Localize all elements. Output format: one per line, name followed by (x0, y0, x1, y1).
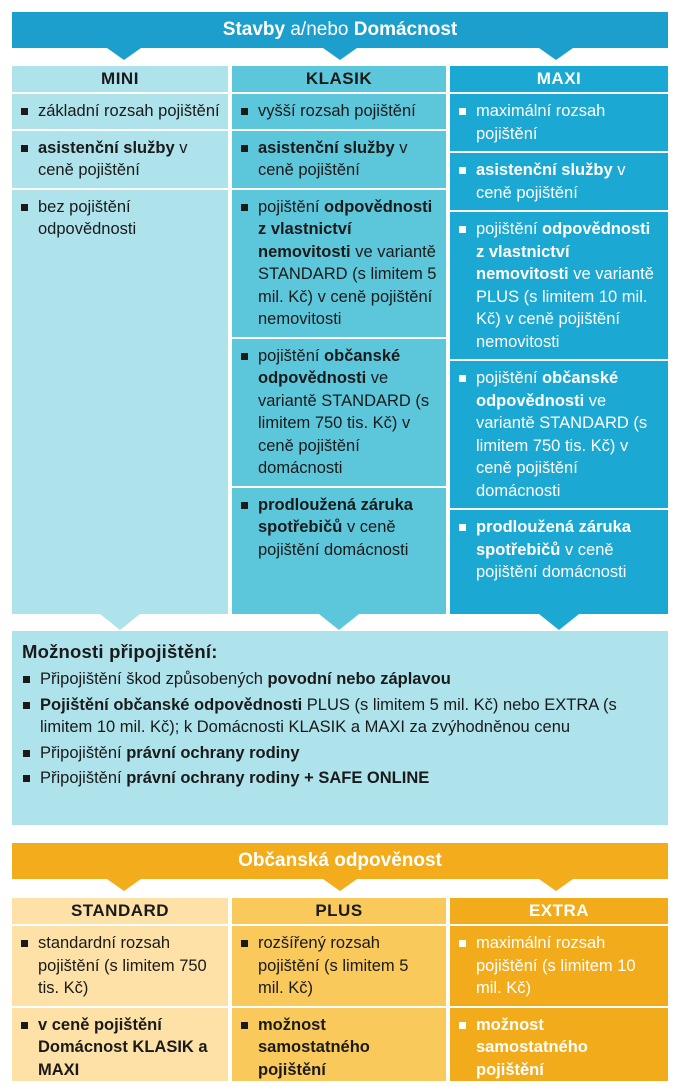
bullet-square-icon (21, 108, 28, 115)
bottom-banner-arrow-left (107, 879, 141, 891)
standard-feature: standardní rozsah pojištění (s limitem 750 tis. Kč) (12, 926, 228, 1008)
mini-feature: asistenční služby v ceně pojištění (12, 131, 228, 190)
banner-title-connector: a/nebo (285, 19, 354, 40)
tier-header-klasik: KLASIK (232, 66, 446, 92)
bullet-square-icon (459, 524, 466, 531)
liability-header-standard: STANDARD (12, 898, 228, 924)
maxi-feature: pojištění občanské odpovědnosti ve variantě STANDARD (s limitem 750 tis. Kč) v ceně pojištění domácnosti (450, 361, 668, 510)
extra-feature: možnost samostatného pojištění (450, 1008, 668, 1087)
plus-feature: možnost samostatného pojištění (232, 1008, 446, 1087)
bullet-square-icon (21, 145, 28, 152)
banner-title-stavby: Stavby (222, 19, 286, 40)
bottom-banner-arrow-right (539, 879, 573, 891)
arrow-down-maxi (539, 614, 579, 630)
bullet-square-icon (459, 226, 466, 233)
bullet-square-icon (241, 353, 248, 360)
tier-header-maxi: MAXI (450, 66, 668, 92)
liability-header-extra: EXTRA (450, 898, 668, 924)
klasik-feature: pojištění občanské odpovědnosti ve variantě STANDARD (s limitem 750 tis. Kč) v ceně pojištění domácnosti (232, 339, 446, 488)
bullet-square-icon (241, 145, 248, 152)
liability-header-plus: PLUS (232, 898, 446, 924)
bullet-square-icon (241, 108, 248, 115)
bullet-square-icon (21, 204, 28, 211)
klasik-feature: prodloužená záruka spotřebičů v ceně pojištění domácnosti (232, 488, 446, 568)
bullet-square-icon (459, 108, 466, 115)
bullet-square-icon (21, 1022, 28, 1029)
klasik-feature: vyšší rozsah pojištění (232, 94, 446, 131)
klasik-feature: asistenční služby v ceně pojištění (232, 131, 446, 190)
maxi-feature: maximální rozsah pojištění (450, 94, 668, 153)
liability-column-plus (232, 926, 446, 1081)
bottom-banner-arrow-middle (323, 879, 357, 891)
maxi-feature: prodloužená záruka spotřebičů v ceně pojištění domácnosti (450, 510, 668, 590)
arrow-down-mini (100, 614, 140, 630)
bullet-square-icon (241, 940, 248, 947)
tier-column-maxi (450, 94, 668, 614)
bottom-banner-title: Občanská odpověnost (238, 850, 442, 871)
maxi-feature: asistenční služby v ceně pojištění (450, 153, 668, 212)
bullet-square-icon (23, 775, 30, 782)
options-item: Připojištění právní ochrany rodiny (22, 742, 658, 765)
banner-title-domacnost: Domácnost (353, 19, 458, 40)
bullet-square-icon (23, 750, 30, 757)
standard-feature: v ceně pojištění Domácnost KLASIK a MAXI (12, 1008, 228, 1087)
options-list (22, 668, 658, 790)
bullet-square-icon (459, 1022, 466, 1029)
bullet-square-icon (21, 940, 28, 947)
banner-arrow-right (539, 48, 573, 60)
maxi-feature: pojištění odpovědnosti z vlastnictví nemovitosti ve variantě PLUS (s limitem 10 mil. Kč) v ceně pojištění nemovitosti (450, 212, 668, 361)
bullet-square-icon (241, 204, 248, 211)
bullet-square-icon (459, 167, 466, 174)
klasik-feature: pojištění odpovědnosti z vlastnictví nemovitosti ve variantě STANDARD (s limitem 5 mil. Kč) v ceně pojištění nemovitosti (232, 190, 446, 339)
options-box (12, 631, 668, 825)
tier-column-mini (12, 94, 228, 614)
liability-column-extra (450, 926, 668, 1081)
options-item: Připojištění škod způsobených povodní nebo záplavou (22, 668, 658, 691)
bullet-square-icon (23, 676, 30, 683)
bottom-banner (12, 843, 668, 879)
liability-column-standard (12, 926, 228, 1081)
banner-arrow-left (107, 48, 141, 60)
plus-feature: rozšířený rozsah pojištění (s limitem 5 mil. Kč) (232, 926, 446, 1008)
banner-arrow-middle (323, 48, 357, 60)
bullet-square-icon (241, 1022, 248, 1029)
mini-feature: základní rozsah pojištění (12, 94, 228, 131)
options-item: Připojištění právní ochrany rodiny + SAFE ONLINE (22, 767, 658, 790)
arrow-down-klasik (319, 614, 359, 630)
tier-header-mini: MINI (12, 66, 228, 92)
top-banner (12, 12, 668, 48)
options-title: Možnosti připojištění: (22, 641, 218, 662)
tier-column-klasik (232, 94, 446, 614)
options-item: Pojištění občanské odpovědnosti PLUS (s limitem 5 mil. Kč) nebo EXTRA (s limitem 10 mil. Kč); k Domácnosti KLASIK a MAXI za zvýhodněnou cenu (22, 694, 658, 739)
bullet-square-icon (241, 502, 248, 509)
extra-feature: maximální rozsah pojištění (s limitem 10 mil. Kč) (450, 926, 668, 1008)
bullet-square-icon (23, 702, 30, 709)
bullet-square-icon (459, 375, 466, 382)
mini-feature: bez pojištění odpovědnosti (12, 190, 228, 247)
bullet-square-icon (459, 940, 466, 947)
